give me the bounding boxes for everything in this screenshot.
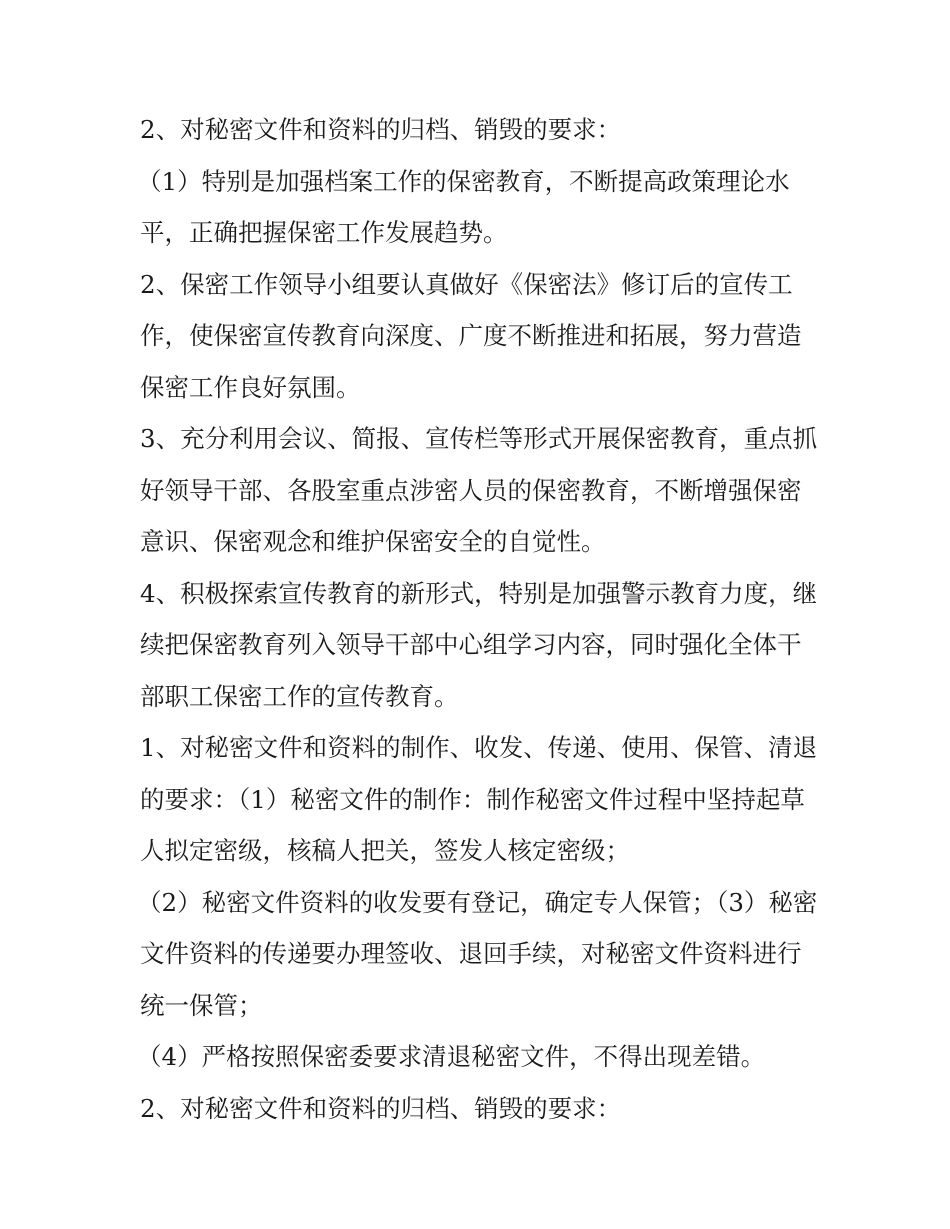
- paragraph: 2、保密工作领导小组要认真做好《保密法》修订后的宣传工作，使保密宣传教育向深度、广度不断推进和拓展，努力营造保密工作良好氛围。: [140, 269, 802, 402]
- paragraph: 2、对秘密文件和资料的归档、销毁的要求：: [140, 1093, 622, 1123]
- paragraph: 4、积极探索宣传教育的新形式，特别是加强警示教育力度，继续把保密教育列入领导干部中心组学习内容，同时强化全体干部职工保密工作的宣传教育。: [140, 578, 818, 711]
- paragraph: 1、对秘密文件和资料的制作、收发、传递、使用、保管、清退的要求：（1）秘密文件的制作：制作秘密文件过程中坚持起草人拟定密级，核稿人把关，签发人核定密级；: [140, 733, 818, 865]
- paragraph: （4）严格按照保密委要求清退秘密文件，不得出现差错。: [137, 1042, 766, 1071]
- document-body: [137, 104, 820, 1134]
- paragraph: （1）特别是加强档案工作的保密教育，不断提高政策理论水平，正确把握保密工作发展趋势。: [137, 166, 790, 247]
- paragraph: （2）秘密文件资料的收发要有登记，确定专人保管；（3）秘密文件资料的传递要办理签收、退回手续，对秘密文件资料进行统一保管；: [137, 887, 818, 1020]
- paragraph: 2、对秘密文件和资料的归档、销毁的要求：: [140, 115, 622, 144]
- paragraph: 3、充分利用会议、简报、宣传栏等形式开展保密教育，重点抓好领导干部、各股室重点涉密人员的保密教育，不断增强保密意识、保密观念和维护保密安全的自觉性。: [140, 424, 818, 556]
